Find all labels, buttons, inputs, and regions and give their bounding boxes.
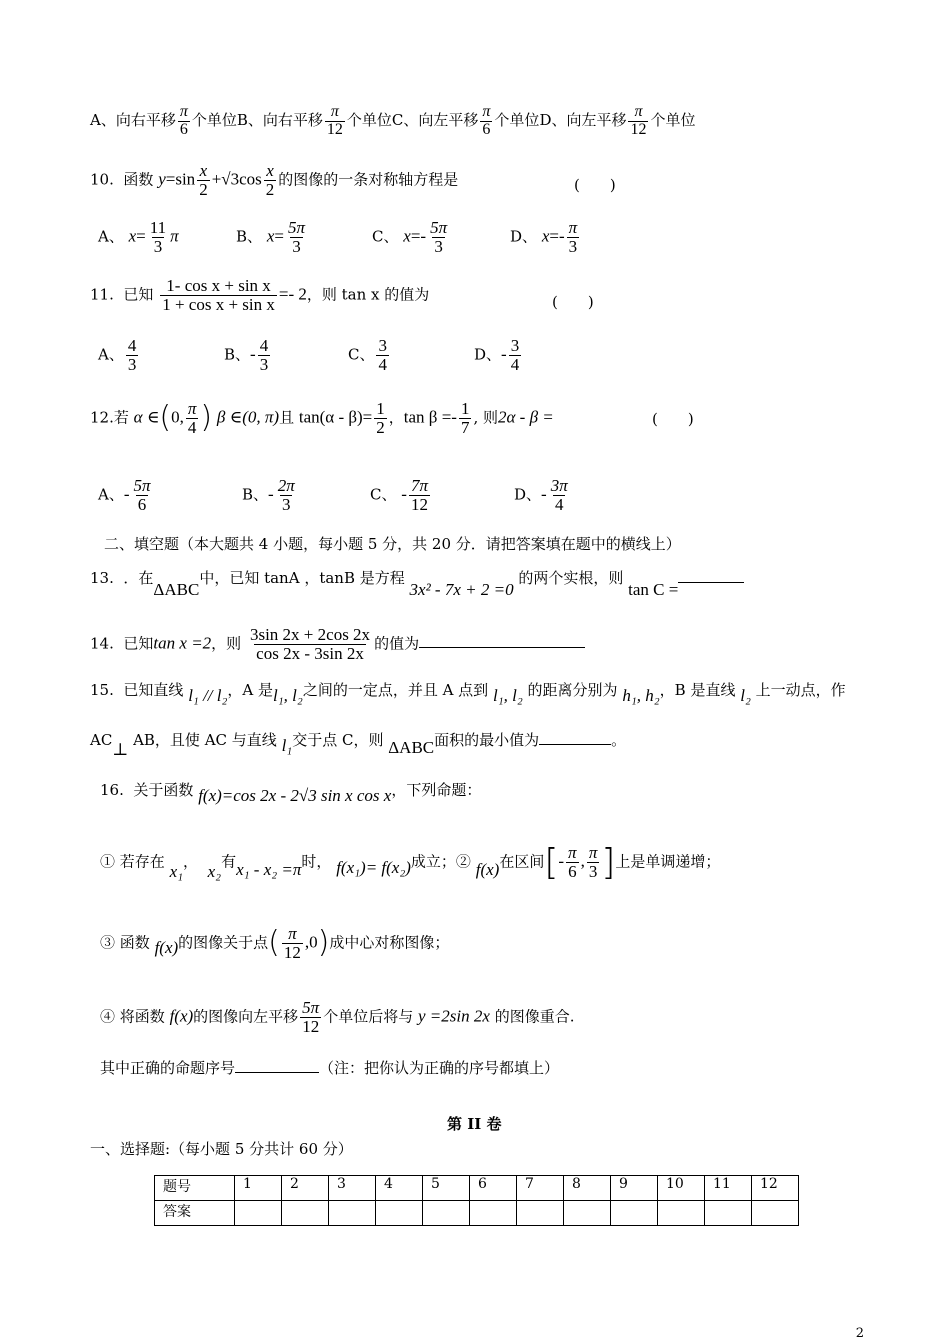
q10-option-c: C、 x=- $\frac{5\pi}{3}$ bbox=[372, 218, 448, 256]
answer-cell[interactable] bbox=[470, 1201, 517, 1226]
table-cell-number: 8 bbox=[564, 1176, 611, 1201]
q10-stem: 10. 函数 y=sin $\frac{x}{2}$ +√3cos $\frac{x}{2}$ 的图像的一条对称轴方程是 bbox=[90, 161, 459, 199]
q16-stem: 16. 关于函数 f(x)=cos 2x - 2√3 sin x cos x，下列命题： bbox=[100, 781, 482, 805]
section-fill-in-heading: 二、填空题（本大题共 4 小题，每小题 5 分，共 20 分．请把答案填在题中的横线上） bbox=[104, 535, 681, 553]
answer-cell[interactable] bbox=[752, 1201, 799, 1226]
q16-answer-blank[interactable] bbox=[235, 1058, 319, 1073]
q15-line1: 15. 已知直线 l₁ // l₂，A 是l₁, l₂之间的一定点，并且 A 点到 l₁, l₂ 的距离分别为 h₁, h₂，B 是直线 l₂ 上一动点，作 bbox=[90, 681, 846, 705]
q9-option-a: A、向右平移 $\frac{\pi}{6}$ 个单位 bbox=[90, 103, 237, 138]
q9-options-line bbox=[90, 104, 695, 139]
table-cell-number: 6 bbox=[470, 1176, 517, 1201]
q12-stem: 12.若 α ∈(0, $\frac{\pi}{4}$ ) β ∈(0, π)且 tan(α - β)= $\frac{1}{2}$ ，tan β =- $\frac{1}{7}$ , 则2α - β = bbox=[90, 399, 554, 437]
q12-option-d: D、- $\frac{3\pi}{4}$ bbox=[514, 476, 568, 514]
q14-answer-blank[interactable] bbox=[419, 633, 585, 648]
row-label-number: 题号 bbox=[155, 1176, 235, 1201]
answer-cell[interactable] bbox=[705, 1201, 752, 1226]
q11-answer-paren[interactable]: ( ) bbox=[552, 293, 594, 311]
page-number: 2 bbox=[855, 1326, 864, 1341]
q16-final-line: 其中正确的命题序号 （注：把你认为正确的序号都填上） bbox=[100, 1059, 560, 1077]
answer-cell[interactable] bbox=[282, 1201, 329, 1226]
q11-option-a: A、 $\frac{4}{3}$ bbox=[98, 336, 137, 374]
q12-option-c: C、 - $\frac{7\pi}{12}$ bbox=[370, 476, 428, 514]
q12-option-b: B、- $\frac{2\pi}{3}$ bbox=[242, 476, 295, 514]
q13: 13. ．在ΔABC中，已知 tanA ，tanB 是方程 3x² - 7x + 2 =0 的两个实根，则 tan C = bbox=[90, 568, 744, 588]
q13-answer-blank[interactable] bbox=[678, 568, 744, 583]
q11-option-b: B、- $\frac{4}{3}$ bbox=[224, 336, 269, 374]
q14: 14. 已知tan x =2，则 $\frac{3\sin 2x + 2\cos 2x}{\cos 2x - 3\sin 2x}$ 的值为 bbox=[90, 626, 585, 663]
row-label-answer: 答案 bbox=[155, 1201, 235, 1226]
table-cell-number: 12 bbox=[752, 1176, 799, 1201]
table-cell-number: 9 bbox=[611, 1176, 658, 1201]
q12-answer-paren[interactable]: ( ) bbox=[652, 410, 694, 428]
table-cell-number: 5 bbox=[423, 1176, 470, 1201]
answer-cell[interactable] bbox=[235, 1201, 282, 1226]
q16-statement-3: ③ 函数 f(x)的图像关于点( $\frac{\pi}{12}$ ,0)成中心对称图像； bbox=[100, 924, 450, 962]
table-row-answers bbox=[155, 1201, 799, 1226]
q15-line2: AC⊥ AB，且使 AC 与直线 l₁交于点 C，则 ΔABC面积的最小值为 。 bbox=[90, 731, 627, 759]
q16-statement-1-2: ① 若存在 x₁， x₂有x₁ - x₂ =π时， f(x₁)= f(x₂)成立；② f(x)在区间[- $\frac{\pi}{6}$ , $\frac{\pi}{3}$ ]上是单调递增； bbox=[100, 842, 721, 883]
table-cell-number: 10 bbox=[658, 1176, 705, 1201]
q9-option-d: D、向左平移 $\frac{\pi}{12}$ 个单位 bbox=[539, 103, 696, 138]
answer-cell[interactable] bbox=[611, 1201, 658, 1226]
answer-section-heading: 一、选择题:（每小题 5 分共计 60 分） bbox=[90, 1140, 353, 1158]
q10-option-d: D、 x=- $\frac{\pi}{3}$ bbox=[510, 218, 578, 256]
q10-option-a: A、 x= $\frac{11}{3}$ π bbox=[98, 218, 179, 256]
table-cell-number: 11 bbox=[705, 1176, 752, 1201]
answer-cell[interactable] bbox=[658, 1201, 705, 1226]
answer-cell[interactable] bbox=[329, 1201, 376, 1226]
q9-option-c: C、向左平移 $\frac{\pi}{6}$ 个单位 bbox=[391, 103, 540, 138]
table-cell-number: 3 bbox=[329, 1176, 376, 1201]
table-cell-number: 4 bbox=[376, 1176, 423, 1201]
table-row-numbers bbox=[155, 1176, 799, 1201]
q11-stem: 11. 已知 $\frac{\text{1- cos x + sin x}}{\text{1 + cos x + sin x}}$ =- 2，则 tan x 的值为 bbox=[90, 276, 430, 314]
q11-option-c: C、 $\frac{3}{4}$ bbox=[348, 336, 387, 374]
q11-option-d: D、- $\frac{3}{4}$ bbox=[474, 336, 520, 374]
q12-option-a: A、- $\frac{5\pi}{6}$ bbox=[98, 476, 151, 514]
q10-answer-paren[interactable]: ( ) bbox=[574, 176, 616, 194]
table-cell-number: 1 bbox=[235, 1176, 282, 1201]
answer-cell[interactable] bbox=[376, 1201, 423, 1226]
q16-statement-4: ④ 将函数 f(x)的图像向左平移 $\frac{5\pi}{12}$ 个单位后将与 y =2sin 2x 的图像重合. bbox=[100, 998, 575, 1036]
table-cell-number: 7 bbox=[517, 1176, 564, 1201]
table-cell-number: 2 bbox=[282, 1176, 329, 1201]
q15-answer-blank[interactable] bbox=[539, 730, 611, 745]
answer-cell[interactable] bbox=[423, 1201, 470, 1226]
answer-table bbox=[154, 1175, 799, 1226]
answer-cell[interactable] bbox=[564, 1201, 611, 1226]
answer-cell[interactable] bbox=[517, 1201, 564, 1226]
q9-option-b: B、向右平移 $\frac{\pi}{12}$ 个单位 bbox=[236, 103, 392, 138]
part-2-title: 第 II 卷 bbox=[447, 1115, 502, 1133]
q10-option-b: B、 x= $\frac{5\pi}{3}$ bbox=[236, 218, 305, 256]
